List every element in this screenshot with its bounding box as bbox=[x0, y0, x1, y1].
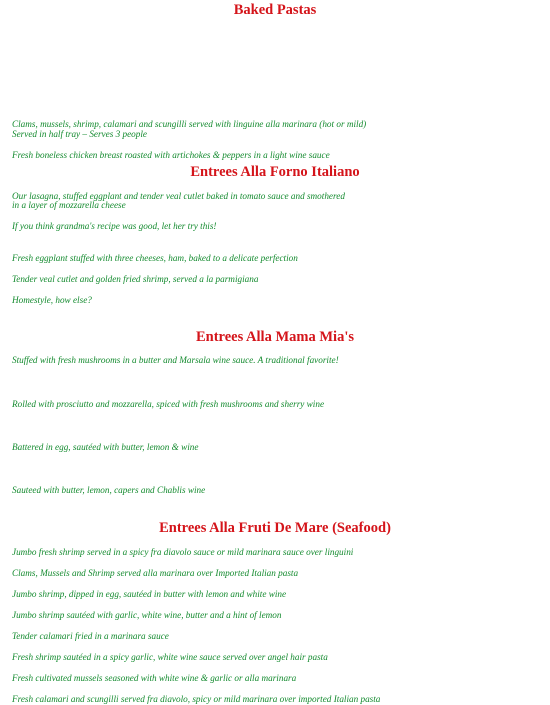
item-description: Tender calamari fried in a marinara sauce bbox=[12, 631, 169, 641]
item-description: Jumbo shrimp, dipped in egg, sautéed in butter with lemon and white wine bbox=[12, 589, 287, 599]
item-description: Jumbo fresh shrimp served in a spicy fra diavolo sauce or mild marinara sauce over linguini bbox=[12, 547, 354, 557]
item-description: Fresh boneless chicken breast roasted with artichokes & peppers in a light wine sauce bbox=[12, 150, 330, 160]
section-heading: Baked Pastas bbox=[233, 2, 317, 18]
item-description: Tender veal cutlet and golden fried shrimp, served a la parmigiana bbox=[12, 274, 259, 284]
section-heading: Entrees Alla Mama Mia's bbox=[195, 329, 354, 345]
item-description: Rolled with prosciutto and mozzarella, spiced with fresh mushrooms and sherry wine bbox=[12, 399, 325, 409]
item-description: Homestyle, how else? bbox=[12, 295, 92, 305]
item-description: Fresh eggplant stuffed with three cheeses, ham, baked to a delicate perfection bbox=[12, 253, 298, 263]
item-description: Sauteed with butter, lemon, capers and Chablis wine bbox=[12, 485, 206, 495]
item-description: If you think grandma's recipe was good, let her try this! bbox=[12, 221, 217, 231]
section-heading: Entrees Alla Forno Italiano bbox=[190, 164, 360, 180]
item-description: Fresh shrimp sautéed in a spicy garlic, white wine sauce served over angel hair pasta bbox=[12, 652, 328, 662]
section-heading: Entrees Alla Fruti De Mare (Seafood) bbox=[159, 520, 391, 536]
item-description: Served in half tray – Serves 3 people bbox=[12, 129, 147, 139]
item-description: Fresh calamari and scungilli served fra diavolo, spicy or mild marinara over imported Italian pasta bbox=[12, 694, 381, 704]
item-description: in a layer of mozzarella cheese bbox=[12, 200, 126, 210]
item-description: Battered in egg, sautéed with butter, lemon & wine bbox=[12, 442, 199, 452]
item-description: Stuffed with fresh mushrooms in a butter and Marsala wine sauce. A traditional favorite! bbox=[12, 355, 339, 365]
item-description: Jumbo shrimp sautéed with garlic, white wine, butter and a hint of lemon bbox=[12, 610, 282, 620]
item-description: Clams, Mussels and Shrimp served alla marinara over Imported Italian pasta bbox=[12, 568, 299, 578]
item-description: Fresh cultivated mussels seasoned with white wine & garlic or alla marinara bbox=[12, 673, 297, 683]
item-description: Our lasagna, stuffed eggplant and tender veal cutlet baked in tomato sauce and smothered bbox=[12, 191, 345, 201]
item-description: Clams, mussels, shrimp, calamari and scungilli served with linguine alla marinara (hot or mild) bbox=[12, 119, 367, 129]
